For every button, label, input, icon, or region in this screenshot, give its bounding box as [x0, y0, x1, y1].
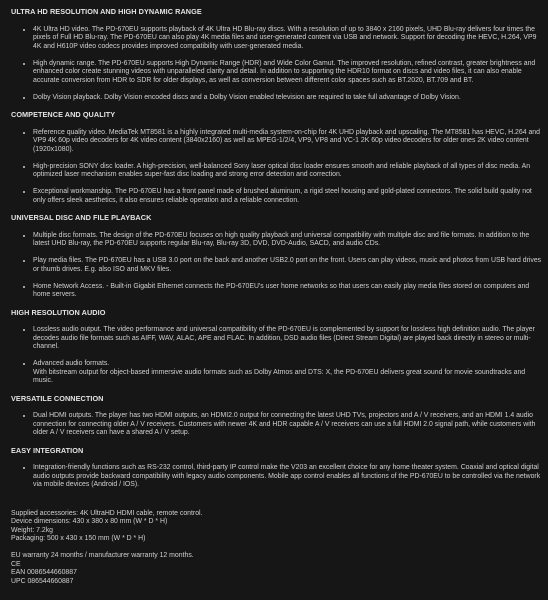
feature-item: • Dolby Vision playback. Dolby Vision encoded discs and a Dolby Vision enabled television are required to take full advantage of Dolby Vision.	[33, 94, 542, 103]
product-footer	[11, 510, 542, 587]
feature-item: • Home Network Access. - Built-in Gigabit Ethernet connects the PD-670EU's user home networks so that users can easily play media files stored on computers and home servers.	[33, 283, 542, 300]
feature-item: • Multiple disc formats. The design of the PD-670EU focuses on high quality playback and universal compatibility with multiple disc and file formats. In addition to the latest UHD Blu-ray, the PD-670EU supports regular Blu-ray, Blu-ray 3D, DVD, DVD-Audio, SACD, and audio CDs.	[33, 232, 542, 249]
feature-item-line: • Advanced audio formats.	[33, 360, 110, 367]
ean-code: EAN 0086544660887	[11, 569, 77, 576]
spec-weight: Weight: 7.2kg	[11, 526, 54, 534]
feature-item: • High-precision SONY disc loader. A high-precision, well-balanced Sony laser optical disc loader ensures smooth and reliable playback of all types of disc media. An optimized laser mechanism enables super-fast disc loading and strong error detection and correction.	[33, 163, 542, 180]
feature-list	[11, 326, 542, 386]
section-title: VERSATILE CONNECTION	[11, 393, 104, 403]
feature-list	[11, 412, 542, 438]
section-title: COMPETENCE AND QUALITY	[11, 110, 116, 119]
feature-list	[11, 129, 542, 206]
feature-item: • Exceptional workmanship. The PD-670EU has a front panel made of brushed aluminum, a rigid steel housing and gold-plated connectors. The solid build quality not only offers sleek aesthetics, it also ensures reliable operation and a reliable connection.	[33, 188, 542, 205]
feature-list	[11, 232, 542, 300]
compliance-block	[11, 552, 542, 586]
feature-item: • 4K Ultra HD video. The PD-670EU supports playback of 4K Ultra HD Blu-ray discs. With a resolution of up to 3840 x 2160 pixels, UHD Blu-ray delivers four times the pixels of Full HD Blu-ray. The PD-670EU can also play 4K media files and user-generated content via USB and network. Support for decoding the HEVC, H.264, VP9 4K and H610P video codecs provides improved compatibility with user-generated media.	[33, 26, 542, 52]
feature-sections	[11, 8, 542, 490]
feature-item	[33, 360, 542, 386]
section-title: UNIVERSAL DISC AND FILE PLAYBACK	[11, 213, 152, 222]
feature-item: • Integration-friendly functions such as RS-232 control, third-party IP control make the V203 an excellent choice for any home theater system. Coaxial and optical digital audio outputs provide backward compatibility with legacy audio components. Mobile app control enables all functions of the PD-670EU to be controlled via the network via mobile devices (Android / IOS).	[33, 464, 542, 490]
feature-item: • Lossless audio output. The video performance and universal compatibility of the PD-670EU is complemented by support for lossless high definition audio. The player decodes audio file formats such as AIFF, WAV, ALAC, APE and FLAC. In addition, DSD audio files (Direct Stream Digital) are played back directly in stereo or multi-channel.	[33, 326, 542, 352]
section-title: EASY INTEGRATION	[11, 445, 84, 455]
warranty-text: EU warranty 24 months / manufacturer warranty 12 months.	[11, 552, 194, 559]
section-title: ULTRA HD RESOLUTION AND HIGH DYNAMIC RANGE	[11, 7, 202, 16]
feature-item: • Reference quality video. MediaTek MT8581 is a highly integrated multi-media system-on-chip for 4K UHD playback and upscaling. The MT8581 has HEVC, H.264 and VP9 4K 60p video decoders for 4K video content (3840x2160) as well as MPEG-1/2/4, VP9, VP8 and VC-1 2K 60p video decoders for older ones 2K video content (1920x1080).	[33, 129, 542, 155]
feature-item: • High dynamic range. The PD-670EU supports High Dynamic Range (HDR) and Wide Color Gamut. The improved resolution, refined contrast, greater brightness and enhanced color create stunning videos with unparalleled clarity and detail. In addition to supporting the HDR10 format on discs and video files, it can also enable accurate conversion from HDR to SDR for older displays, as well as conversion between different color spaces such as BT.2020, BT.709 and BT.	[33, 60, 542, 86]
specs-block	[11, 510, 542, 544]
feature-item: • Dual HDMI outputs. The player has two HDMI outputs, an HDMI2.0 output for connecting the latest UHD TVs, projectors and A / V receivers, and an HDMI 1.4 audio connection for connecting older A / V receivers. Customers with newer 4K and HDR capable A / V receivers can use a full HDMI 2.0 signal path, while customers with older A / V receivers can have a shared A / V setup.	[33, 412, 542, 438]
spec-accessories: Supplied accessories: 4K UltraHD HDMI cable, remote control.	[11, 509, 203, 517]
feature-item: • Play media files. The PD-670EU has a USB 3.0 port on the back and another USB2.0 port on the front. Users can play videos, music and photos from USB hard drives or thumb drives. E.g. also ISO and MKV files.	[33, 257, 542, 274]
feature-item-line: With bitstream output for object-based immersive audio formats such as Dolby Atmos and DTS: X, the PD-670EU delivers great sound for movie soundtracks and music.	[33, 368, 526, 384]
ce-mark-text: CE	[11, 560, 21, 568]
section-title: HIGH RESOLUTION AUDIO	[11, 307, 106, 317]
spec-dimensions: Device dimensions: 430 x 380 x 80 mm (W * D * H)	[11, 518, 168, 525]
feature-list	[11, 464, 542, 490]
upc-code: UPC 086544660887	[11, 577, 74, 585]
feature-list	[11, 26, 542, 103]
spec-packaging: Packaging: 500 x 430 x 150 mm (W * D * H)	[11, 535, 146, 542]
